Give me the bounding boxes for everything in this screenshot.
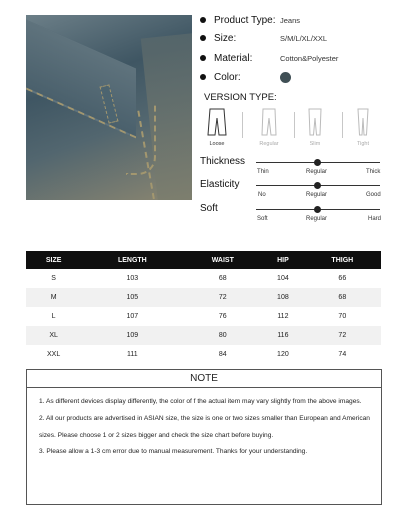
table-cell: 104 xyxy=(277,275,289,282)
table-cell: 120 xyxy=(277,351,289,358)
color-swatch xyxy=(280,72,291,83)
column-header: LENGTH xyxy=(81,251,183,269)
fit-slim xyxy=(292,108,338,148)
spec-value: Cotton&Polyester xyxy=(280,53,339,63)
note-title: NOTE xyxy=(27,370,381,388)
scale-name: Thickness xyxy=(200,156,246,167)
spec-value: Jeans xyxy=(280,15,301,25)
scale-high-label: Good xyxy=(366,192,381,198)
table-cell: 68 xyxy=(218,275,227,282)
version-type-title: VERSION TYPE: xyxy=(204,92,277,103)
table-cell: L xyxy=(51,313,56,320)
fit-loose xyxy=(194,108,240,148)
pants-icon xyxy=(304,108,326,136)
table-row xyxy=(26,307,381,326)
column-header: HIP xyxy=(262,251,303,269)
scale-marker xyxy=(314,182,321,189)
column-header: THIGH xyxy=(304,251,381,269)
table-cell: 66 xyxy=(338,275,347,282)
scale-mid-label: Regular xyxy=(306,192,328,198)
table-cell: 109 xyxy=(81,326,183,345)
table-cell: M xyxy=(26,288,81,307)
product-photo xyxy=(26,15,192,200)
scale-low-label: No xyxy=(258,192,266,198)
scale-low-label: Thin xyxy=(257,169,269,175)
pants-icon xyxy=(258,108,280,136)
scale-mid-label: Regular xyxy=(306,169,328,175)
table-cell: 68 xyxy=(304,288,381,307)
scale-name: Soft xyxy=(200,203,218,214)
bullet-icon xyxy=(200,17,206,23)
version-type-options xyxy=(204,108,394,148)
scale-high-label: Hard xyxy=(368,216,382,222)
scale-mid-label: Regular xyxy=(306,216,328,222)
fit-label: Tight xyxy=(356,141,370,147)
note-box xyxy=(26,369,382,505)
table-cell: 108 xyxy=(262,288,303,307)
spec-size xyxy=(200,30,400,46)
note-item: 1. As different devices display differently, the color of f the actual item may vary slightly from the above images. xyxy=(39,398,362,405)
table-row xyxy=(26,288,381,307)
table-cell: 74 xyxy=(338,351,347,358)
fit-tight xyxy=(340,108,386,148)
scale-high-label: Thick xyxy=(366,169,381,175)
fit-label: Slim xyxy=(309,141,321,147)
table-cell: 111 xyxy=(127,351,138,358)
scale-marker xyxy=(314,206,321,213)
fit-divider xyxy=(242,112,243,138)
note-body xyxy=(27,388,381,461)
fit-label: Loose xyxy=(209,141,225,147)
column-header: SIZE xyxy=(26,251,81,269)
scale-low-label: Soft xyxy=(257,216,268,222)
note-item: 3. Please allow a 1-3 cm error due to manual measurement. Thanks for your understanding. xyxy=(39,448,308,456)
table-row xyxy=(26,269,381,288)
table-cell: 70 xyxy=(338,313,347,320)
table-cell: XXL xyxy=(47,351,61,358)
spec-label: Material: xyxy=(214,52,253,64)
pants-icon xyxy=(206,108,228,136)
table-cell: S xyxy=(51,275,56,282)
spec-value: S/M/L/XL/XXL xyxy=(280,33,328,43)
bullet-icon xyxy=(200,35,206,41)
table-cell: 105 xyxy=(81,288,183,307)
bullet-icon xyxy=(200,55,206,61)
spec-label: Product Type: xyxy=(214,14,276,26)
bullet-icon xyxy=(200,74,206,80)
spec-color xyxy=(200,69,400,85)
table-cell: 112 xyxy=(277,313,289,320)
size-chart-table xyxy=(26,251,381,364)
table-cell: 76 xyxy=(218,313,227,320)
table-row xyxy=(26,326,381,345)
scale-marker xyxy=(314,159,321,166)
table-header-row xyxy=(26,251,381,269)
table-cell: 84 xyxy=(218,351,227,358)
fit-regular xyxy=(246,108,292,148)
table-cell: 107 xyxy=(126,313,139,320)
table-cell: 72 xyxy=(304,326,381,345)
column-header: WAIST xyxy=(183,251,262,269)
pants-icon xyxy=(352,108,374,136)
table-row xyxy=(26,345,381,364)
scale-name: Elasticity xyxy=(200,179,240,190)
table-cell: 103 xyxy=(126,275,139,282)
note-item: 2. All our products are advertised in ASIAN size, the size is one or two sizes smaller than European and American sizes. Please choose 1 or 2 sizes bigger and check the size chart before buying. xyxy=(39,414,370,439)
table-cell: 72 xyxy=(183,288,262,307)
spec-material xyxy=(200,50,400,66)
table-cell: 80 xyxy=(183,326,262,345)
spec-label: Size: xyxy=(214,32,237,44)
table-cell: XL xyxy=(26,326,81,345)
table-cell: 116 xyxy=(262,326,303,345)
spec-label: Color: xyxy=(214,71,241,83)
fit-label: Regular xyxy=(259,141,279,147)
spec-product-type xyxy=(200,12,400,28)
